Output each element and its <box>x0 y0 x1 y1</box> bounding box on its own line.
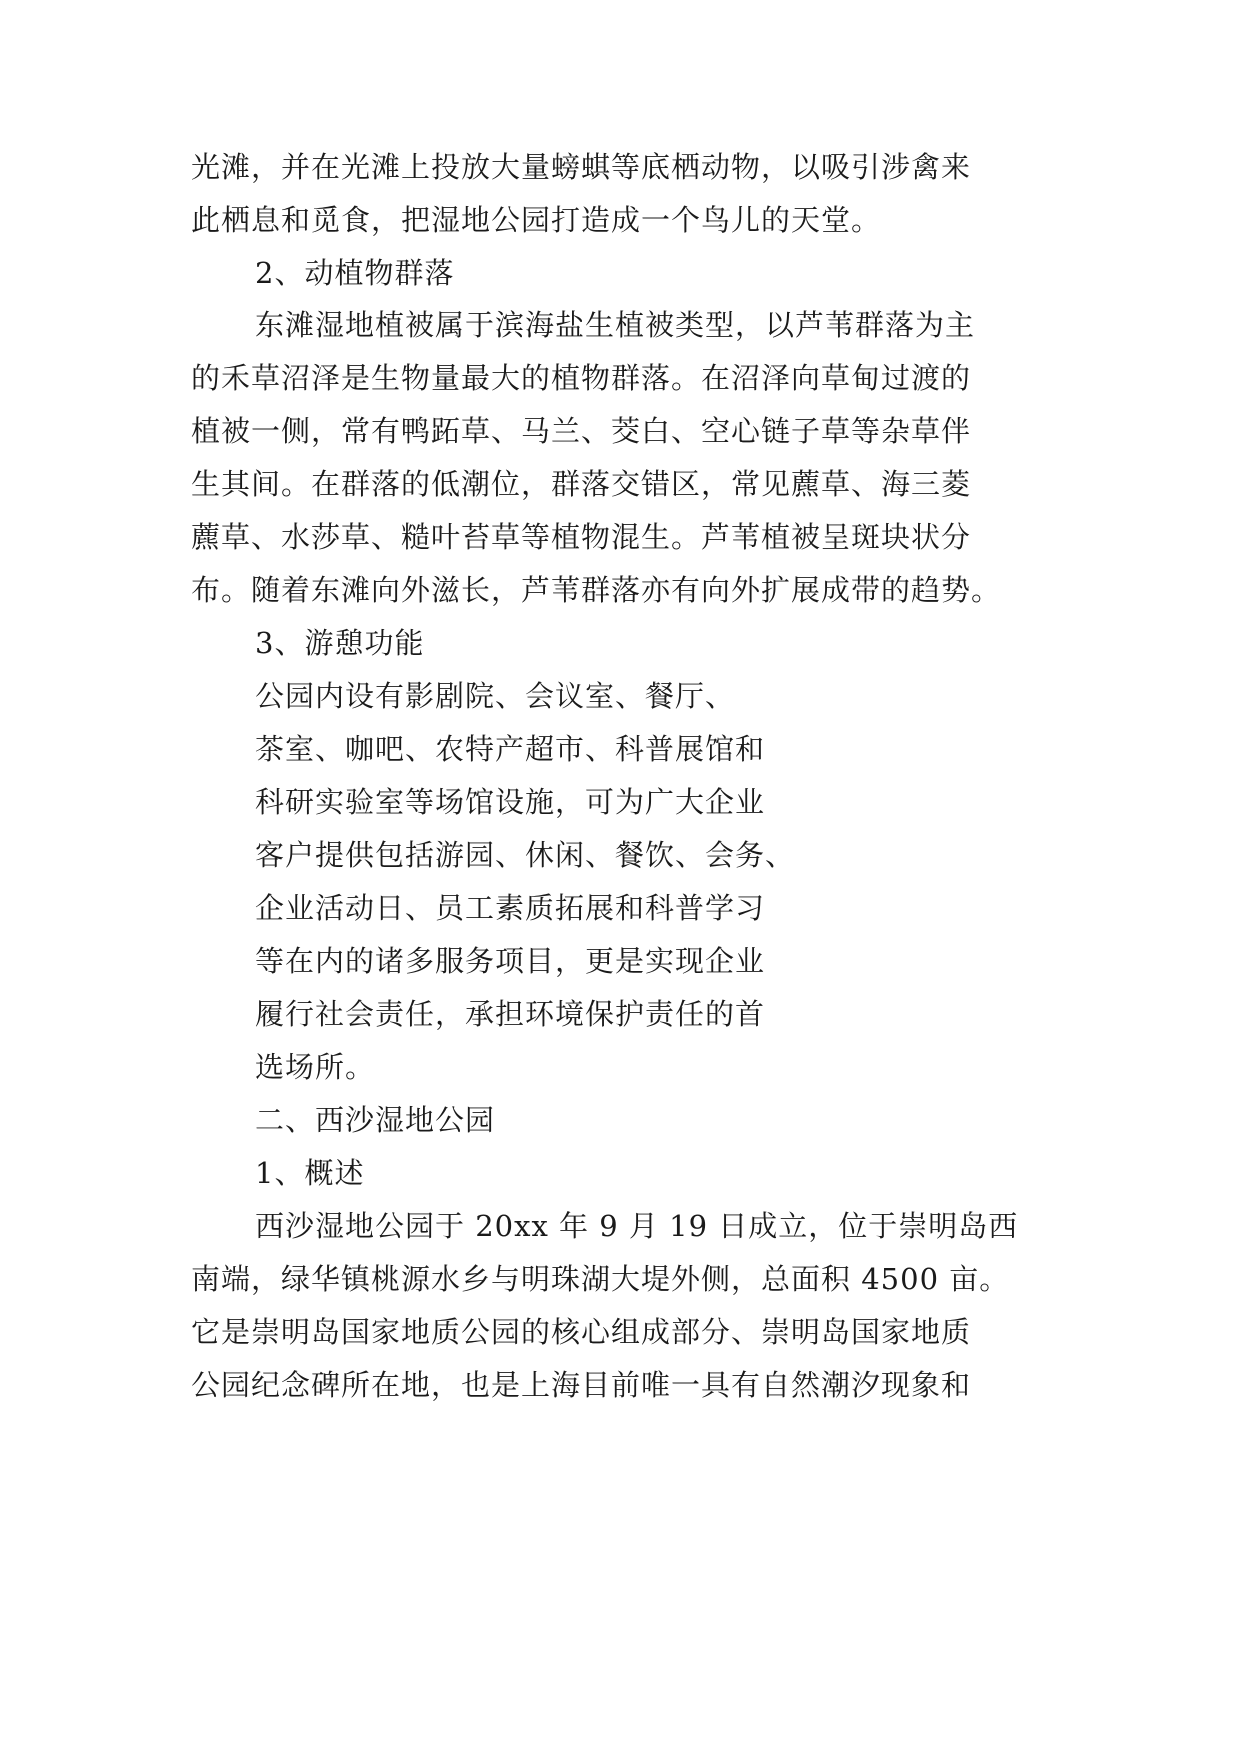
body-text-line: 等在内的诸多服务项目，更是实现企业 <box>255 944 766 978</box>
body-text-line: 此栖息和觅食，把湿地公园打造成一个鸟儿的天堂。 <box>191 203 882 237</box>
body-text-line: 的禾草沼泽是生物量最大的植物群落。在沼泽向草甸过渡的 <box>191 361 972 395</box>
section-heading: 2、动植物群落 <box>255 256 455 290</box>
body-text-line: 布。随着东滩向外滋长，芦苇群落亦有向外扩展成带的趋势。 <box>191 573 1002 607</box>
body-text-line: 公园纪念碑所在地，也是上海目前唯一具有自然潮汐现象和 <box>191 1368 972 1402</box>
body-text-line: 光滩，并在光滩上投放大量螃蜞等底栖动物，以吸引涉禽来 <box>191 150 972 184</box>
body-text-line: 它是崇明岛国家地质公园的核心组成部分、崇明岛国家地质 <box>191 1315 972 1349</box>
body-text-line: 公园内设有影剧院、会议室、餐厅、 <box>255 679 736 713</box>
body-text-line: 藨草、水莎草、糙叶苔草等植物混生。芦苇植被呈斑块状分 <box>191 520 972 554</box>
body-text-line: 履行社会责任，承担环境保护责任的首 <box>255 997 766 1031</box>
body-text-line: 客户提供包括游园、休闲、餐饮、会务、 <box>255 838 796 872</box>
body-text-line: 选场所。 <box>255 1050 376 1084</box>
section-heading: 二、西沙湿地公园 <box>255 1103 496 1137</box>
body-text-line: 企业活动日、员工素质拓展和科普学习 <box>255 891 766 925</box>
body-text-line: 茶室、咖吧、农特产超市、科普展馆和 <box>255 732 766 766</box>
body-text-line: 科研实验室等场馆设施，可为广大企业 <box>255 785 766 819</box>
section-heading: 1、概述 <box>255 1156 365 1190</box>
body-text-line: 东滩湿地植被属于滨海盐生植被类型，以芦苇群落为主 <box>255 308 976 342</box>
body-text-line: 南端，绿华镇桃源水乡与明珠湖大堤外侧，总面积 4500 亩。 <box>191 1262 1010 1296</box>
body-text-line: 生其间。在群落的低潮位，群落交错区，常见藨草、海三菱 <box>191 467 972 501</box>
body-text-line: 植被一侧，常有鸭跖草、马兰、茭白、空心链子草等杂草伴 <box>191 414 972 448</box>
section-heading: 3、游憩功能 <box>255 626 425 660</box>
body-text-line: 西沙湿地公园于 20xx 年 9 月 19 日成立，位于崇明岛西 <box>255 1209 1019 1243</box>
